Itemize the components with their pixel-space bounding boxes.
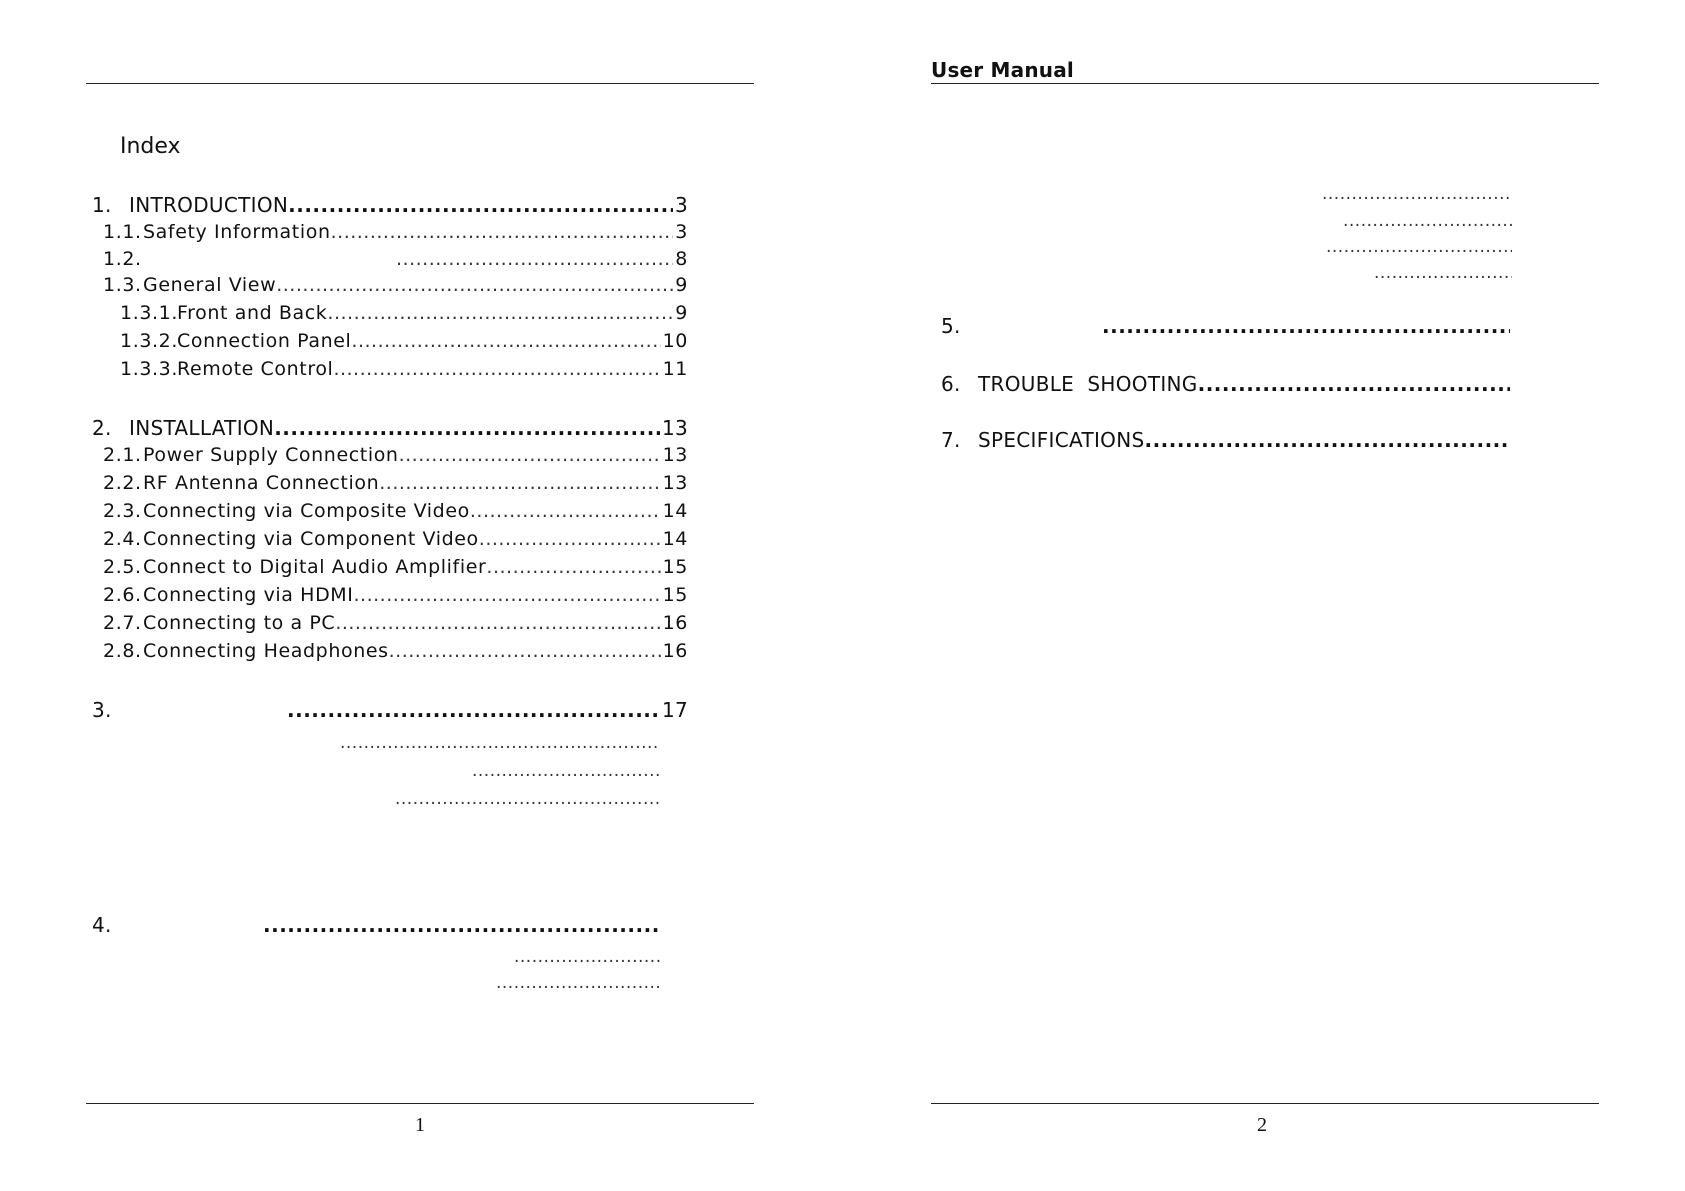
- dot-leader: [472, 761, 660, 781]
- toc-entry-page: 9: [675, 302, 688, 324]
- toc-entry-title: RF Antenna Connection: [143, 472, 380, 494]
- toc-entry-title: Front and Back: [177, 302, 328, 324]
- dot-leader: [335, 612, 660, 634]
- right-footer-rule: [931, 1103, 1599, 1104]
- left-page-number: 1: [415, 1114, 425, 1136]
- toc-entry-general-view[interactable]: [103, 274, 688, 300]
- toc-entry-title: Connecting via Component Video: [143, 528, 479, 550]
- dot-leader: [331, 221, 674, 243]
- toc-entry-number: 2.8.: [103, 640, 142, 662]
- dot-leader: [1198, 372, 1510, 396]
- toc-entry-title: Connection Panel: [177, 330, 352, 352]
- toc-entry-page: 14: [662, 500, 688, 522]
- dot-leader: [354, 584, 661, 606]
- dot-leader: [399, 444, 661, 466]
- dot-leader: [288, 193, 673, 217]
- dot-leader: [274, 416, 660, 440]
- toc-entry-page: 15: [662, 556, 688, 578]
- toc-entry-title: INSTALLATION: [129, 416, 275, 440]
- toc-entry-number: 1.1.: [103, 221, 142, 243]
- toc-entry-composite-video[interactable]: [103, 500, 688, 526]
- toc-entry-specifications[interactable]: [941, 428, 1512, 454]
- toc-entry-installation[interactable]: [92, 416, 688, 442]
- toc-entry-section-4[interactable]: [92, 913, 660, 939]
- header-title: User Manual: [931, 58, 1074, 82]
- toc-entry-number: 2.6.: [103, 584, 142, 606]
- toc-entry-page: 16: [662, 640, 688, 662]
- dot-leader: [1374, 263, 1512, 283]
- index-title: Index: [120, 134, 181, 159]
- dot-leader: [327, 302, 673, 324]
- right-header-rule: [931, 83, 1599, 84]
- dot-leader: [379, 472, 660, 494]
- toc-entry-number: 3.: [92, 698, 112, 722]
- toc-entry-title: Connecting to a PC: [143, 612, 336, 634]
- toc-entry-number: 2.3.: [103, 500, 142, 522]
- toc-entry-number: 1.2.: [103, 248, 142, 270]
- dot-leader: [340, 733, 660, 753]
- dot-leader: [1144, 428, 1510, 452]
- toc-entry-section-5[interactable]: [941, 314, 1512, 340]
- toc-entry-title: INTRODUCTION: [129, 193, 289, 217]
- dot-leader: [470, 500, 661, 522]
- toc-entry-power-supply-connection[interactable]: [103, 444, 688, 470]
- toc-entry-1-2[interactable]: [103, 248, 688, 274]
- toc-entry-page: 8: [675, 248, 688, 270]
- toc-entry-hdmi[interactable]: [103, 584, 688, 610]
- toc-entry-rf-antenna-connection[interactable]: [103, 472, 688, 498]
- toc-entry-number: 1.3.: [103, 274, 142, 296]
- toc-entry-number: 7.: [941, 428, 961, 452]
- toc-entry-page: 9: [675, 274, 688, 296]
- toc-entry-title: Remote Control: [177, 358, 334, 380]
- dot-leader: [1343, 211, 1512, 231]
- toc-entry-title: Power Supply Connection: [143, 444, 399, 466]
- dot-leader: [389, 640, 661, 662]
- toc-entry-title: TROUBLE SHOOTING: [978, 372, 1198, 396]
- toc-entry-trouble-shooting[interactable]: [941, 372, 1512, 398]
- dot-leader: [333, 358, 660, 380]
- toc-entry-number: 6.: [941, 372, 961, 396]
- toc-entry-number: 1.3.2.: [120, 330, 178, 352]
- toc-entry-page: 13: [662, 472, 688, 494]
- dot-leader: [486, 556, 660, 578]
- dot-leader: [263, 913, 658, 937]
- dot-leader: [396, 248, 673, 270]
- toc-entry-page: 10: [662, 330, 688, 352]
- toc-entry-title: Connecting Headphones: [143, 640, 389, 662]
- toc-entry-number: 1.: [92, 193, 112, 217]
- toc-entry-title: Connecting via Composite Video: [143, 500, 470, 522]
- toc-entry-title: Connecting via HDMI: [143, 584, 354, 606]
- dot-leader: [1322, 184, 1512, 204]
- toc-entry-number: 2.2.: [103, 472, 142, 494]
- dot-leader: [514, 947, 660, 967]
- toc-entry-number: 1.3.3.: [120, 358, 178, 380]
- toc-entry-number: 2.4.: [103, 528, 142, 550]
- toc-entry-number: 4.: [92, 913, 112, 937]
- toc-entry-section-3[interactable]: [92, 698, 688, 724]
- toc-entry-component-video[interactable]: [103, 528, 688, 554]
- toc-entry-page: 3: [674, 193, 688, 217]
- toc-entry-title: Connect to Digital Audio Amplifier: [143, 556, 487, 578]
- toc-entry-page: 11: [662, 358, 688, 380]
- toc-entry-page: 17: [661, 698, 688, 722]
- toc-entry-page: 14: [662, 528, 688, 550]
- toc-entry-introduction[interactable]: [92, 193, 688, 219]
- toc-entry-safety-information[interactable]: [103, 221, 688, 247]
- left-footer-rule: [86, 1103, 754, 1104]
- toc-entry-number: 2.5.: [103, 556, 142, 578]
- toc-entry-title: General View: [143, 274, 277, 296]
- dot-leader: [351, 330, 660, 352]
- toc-entry-title: SPECIFICATIONS: [978, 428, 1145, 452]
- toc-entry-number: 2.7.: [103, 612, 142, 634]
- toc-entry-headphones[interactable]: [103, 640, 688, 666]
- toc-entry-connecting-to-pc[interactable]: [103, 612, 688, 638]
- toc-entry-front-and-back[interactable]: [120, 302, 688, 328]
- toc-entry-number: 2.1.: [103, 444, 142, 466]
- toc-entry-page: 15: [662, 584, 688, 606]
- toc-entry-page: 16: [662, 612, 688, 634]
- right-page-number: 2: [1257, 1114, 1267, 1136]
- toc-entry-title: Safety Information: [143, 221, 331, 243]
- toc-entry-page: 13: [662, 444, 688, 466]
- toc-entry-number: 2.: [92, 416, 112, 440]
- toc-entry-page: 3: [675, 221, 688, 243]
- dot-leader: [287, 698, 660, 722]
- toc-entry-digital-audio-amplifier[interactable]: [103, 556, 688, 582]
- toc-entry-remote-control[interactable]: [120, 358, 688, 384]
- left-header-rule: [86, 83, 754, 84]
- toc-entry-number: 5.: [941, 314, 961, 338]
- dot-leader: [395, 789, 660, 809]
- dot-leader: [496, 973, 660, 993]
- toc-entry-page: 13: [661, 416, 688, 440]
- dot-leader: [276, 274, 673, 296]
- toc-entry-number: 1.3.1.: [120, 302, 178, 324]
- toc-entry-connection-panel[interactable]: [120, 330, 688, 356]
- dot-leader: [1326, 237, 1512, 257]
- dot-leader: [479, 528, 661, 550]
- dot-leader: [1102, 314, 1510, 338]
